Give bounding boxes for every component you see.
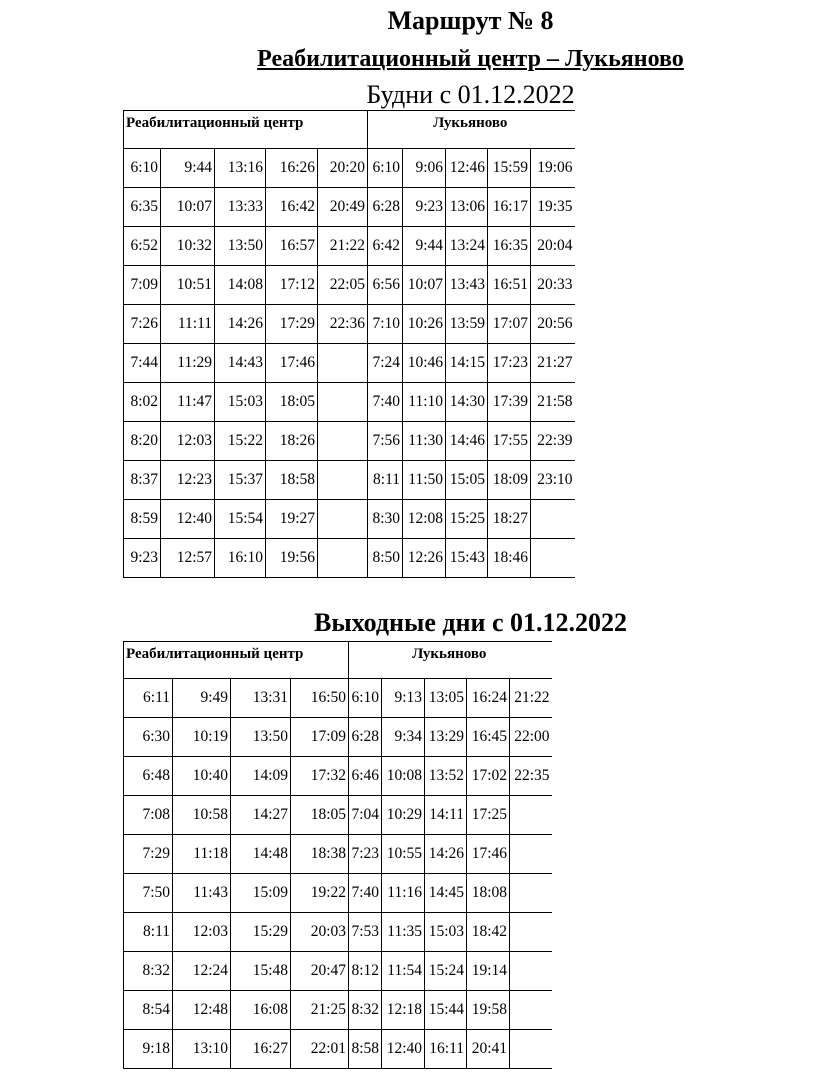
weekend-row [124, 913, 552, 952]
weekday-time-cell: 17:23 [488, 344, 531, 383]
weekend-time-cell: 7:23 [349, 835, 382, 874]
weekend-time-cell: 16:24 [467, 679, 510, 718]
weekend-time-cell: 16:27 [231, 1030, 291, 1069]
weekend-time-cell: 6:46 [349, 757, 382, 796]
weekend-time-cell: 19:22 [291, 874, 349, 913]
route-name-title: Реабилитационный центр – Лукьяново [257, 46, 684, 72]
weekday-time-cell: 18:46 [488, 539, 531, 578]
weekday-time-cell: 7:09 [124, 266, 161, 305]
weekend-time-cell: 12:18 [382, 991, 425, 1030]
weekday-time-cell: 10:51 [161, 266, 215, 305]
weekend-row [124, 757, 552, 796]
weekday-time-cell: 9:06 [403, 149, 446, 188]
weekday-time-cell: 18:05 [266, 383, 318, 422]
weekday-time-cell: 14:08 [215, 266, 266, 305]
weekday-time-cell: 11:11 [161, 305, 215, 344]
weekday-time-cell: 13:33 [215, 188, 266, 227]
weekday-time-cell: 7:26 [124, 305, 161, 344]
weekday-time-cell: 16:51 [488, 266, 531, 305]
weekday-time-cell [531, 539, 575, 578]
weekday-time-cell: 14:46 [446, 422, 488, 461]
weekday-time-cell: 8:37 [124, 461, 161, 500]
weekend-time-cell: 11:43 [173, 874, 231, 913]
weekday-time-cell: 6:10 [124, 149, 161, 188]
weekend-time-cell: 7:40 [349, 874, 382, 913]
weekend-time-cell: 7:50 [124, 874, 173, 913]
weekend-time-cell: 6:11 [124, 679, 173, 718]
weekend-time-cell: 17:09 [291, 718, 349, 757]
weekday-time-cell: 17:07 [488, 305, 531, 344]
weekend-time-cell: 17:46 [467, 835, 510, 874]
weekday-row [124, 383, 575, 422]
weekday-time-cell: 18:26 [266, 422, 318, 461]
weekend-time-cell: 16:11 [425, 1030, 467, 1069]
weekday-time-cell: 18:09 [488, 461, 531, 500]
weekend-time-cell: 11:16 [382, 874, 425, 913]
weekday-time-cell: 7:40 [368, 383, 403, 422]
weekday-time-cell [531, 500, 575, 539]
weekend-time-cell [510, 835, 552, 874]
weekday-time-cell: 9:23 [403, 188, 446, 227]
weekend-time-cell: 13:31 [231, 679, 291, 718]
weekend-time-cell: 18:38 [291, 835, 349, 874]
weekday-row [124, 149, 575, 188]
weekend-time-cell: 13:05 [425, 679, 467, 718]
weekend-time-cell: 13:52 [425, 757, 467, 796]
weekday-time-cell: 20:33 [531, 266, 575, 305]
weekend-stop-a-header: Реабилитационный центр [124, 642, 349, 679]
weekday-time-cell: 8:20 [124, 422, 161, 461]
weekend-time-cell: 12:40 [382, 1030, 425, 1069]
weekday-time-cell: 20:20 [318, 149, 368, 188]
weekend-time-cell: 13:29 [425, 718, 467, 757]
weekend-time-cell: 10:55 [382, 835, 425, 874]
weekday-time-cell: 13:16 [215, 149, 266, 188]
weekend-time-cell: 22:00 [510, 718, 552, 757]
weekday-row [124, 266, 575, 305]
weekend-time-cell: 12:24 [173, 952, 231, 991]
weekend-time-cell: 9:18 [124, 1030, 173, 1069]
weekday-time-cell: 16:10 [215, 539, 266, 578]
weekday-time-cell: 14:26 [215, 305, 266, 344]
weekend-time-cell [510, 796, 552, 835]
weekend-time-cell: 6:28 [349, 718, 382, 757]
weekend-time-cell: 20:41 [467, 1030, 510, 1069]
weekday-stop-a-header: Реабилитационный центр [124, 111, 368, 149]
weekday-time-cell: 11:29 [161, 344, 215, 383]
weekend-time-cell [510, 874, 552, 913]
weekday-time-cell: 15:03 [215, 383, 266, 422]
weekend-time-cell: 17:02 [467, 757, 510, 796]
weekend-time-cell: 16:08 [231, 991, 291, 1030]
weekday-stop-b-header: Лукьяново [368, 111, 575, 149]
weekday-time-cell: 12:03 [161, 422, 215, 461]
weekend-time-cell: 14:11 [425, 796, 467, 835]
weekday-time-cell: 23:10 [531, 461, 575, 500]
weekday-time-cell: 10:07 [161, 188, 215, 227]
weekday-time-cell: 18:58 [266, 461, 318, 500]
weekday-time-cell: 7:24 [368, 344, 403, 383]
weekday-time-cell: 8:11 [368, 461, 403, 500]
weekday-time-cell: 7:10 [368, 305, 403, 344]
weekend-time-cell: 14:27 [231, 796, 291, 835]
weekday-time-cell: 11:50 [403, 461, 446, 500]
weekday-time-cell: 19:35 [531, 188, 575, 227]
weekday-time-cell: 16:17 [488, 188, 531, 227]
weekend-time-cell: 20:03 [291, 913, 349, 952]
weekday-time-cell: 18:27 [488, 500, 531, 539]
weekday-time-cell: 12:57 [161, 539, 215, 578]
weekday-time-cell: 21:58 [531, 383, 575, 422]
weekday-time-cell: 19:56 [266, 539, 318, 578]
weekend-time-cell: 19:58 [467, 991, 510, 1030]
weekend-time-cell: 10:08 [382, 757, 425, 796]
weekend-time-cell: 22:01 [291, 1030, 349, 1069]
weekend-time-cell [510, 1030, 552, 1069]
weekday-time-cell: 21:22 [318, 227, 368, 266]
weekend-row [124, 991, 552, 1030]
weekend-time-cell: 10:40 [173, 757, 231, 796]
weekend-time-cell: 9:49 [173, 679, 231, 718]
weekday-time-cell: 22:36 [318, 305, 368, 344]
weekend-time-cell: 8:58 [349, 1030, 382, 1069]
weekday-time-cell: 13:06 [446, 188, 488, 227]
weekday-time-cell: 15:59 [488, 149, 531, 188]
weekday-time-cell: 13:24 [446, 227, 488, 266]
weekend-time-cell: 17:25 [467, 796, 510, 835]
weekday-time-cell: 19:27 [266, 500, 318, 539]
weekday-time-cell: 12:08 [403, 500, 446, 539]
weekday-row [124, 422, 575, 461]
weekday-time-cell: 15:43 [446, 539, 488, 578]
weekend-time-cell: 15:03 [425, 913, 467, 952]
weekday-row [124, 500, 575, 539]
weekday-time-cell [318, 461, 368, 500]
weekday-time-cell: 10:46 [403, 344, 446, 383]
weekend-time-cell: 19:14 [467, 952, 510, 991]
weekday-time-cell: 10:32 [161, 227, 215, 266]
weekday-time-cell [318, 500, 368, 539]
weekday-row [124, 305, 575, 344]
weekday-time-cell: 17:46 [266, 344, 318, 383]
weekend-time-cell: 15:44 [425, 991, 467, 1030]
weekday-time-cell: 16:42 [266, 188, 318, 227]
weekend-time-cell: 15:09 [231, 874, 291, 913]
weekday-time-cell: 22:39 [531, 422, 575, 461]
weekday-time-cell: 21:27 [531, 344, 575, 383]
weekend-time-cell: 15:24 [425, 952, 467, 991]
weekend-time-cell [510, 952, 552, 991]
weekend-time-cell: 8:54 [124, 991, 173, 1030]
weekday-time-cell: 16:57 [266, 227, 318, 266]
weekend-time-cell: 10:58 [173, 796, 231, 835]
weekend-time-cell: 6:10 [349, 679, 382, 718]
weekend-time-cell: 17:32 [291, 757, 349, 796]
weekday-time-cell: 22:05 [318, 266, 368, 305]
weekend-time-cell [510, 913, 552, 952]
weekend-stop-b-header: Лукьяново [349, 642, 552, 679]
weekend-time-cell: 21:25 [291, 991, 349, 1030]
weekend-row [124, 1030, 552, 1069]
weekend-time-cell: 13:10 [173, 1030, 231, 1069]
weekday-time-cell: 15:37 [215, 461, 266, 500]
weekday-time-cell: 9:23 [124, 539, 161, 578]
weekday-time-cell: 15:22 [215, 422, 266, 461]
weekend-time-cell: 7:53 [349, 913, 382, 952]
weekday-time-cell: 17:55 [488, 422, 531, 461]
weekday-row [124, 461, 575, 500]
weekday-time-cell: 16:35 [488, 227, 531, 266]
weekday-time-cell: 6:42 [368, 227, 403, 266]
weekend-time-cell: 8:12 [349, 952, 382, 991]
weekend-row [124, 952, 552, 991]
weekend-time-cell: 14:48 [231, 835, 291, 874]
weekday-time-cell [318, 539, 368, 578]
weekend-time-cell: 18:08 [467, 874, 510, 913]
weekend-time-cell: 10:19 [173, 718, 231, 757]
weekday-time-cell: 19:06 [531, 149, 575, 188]
weekend-time-cell: 7:04 [349, 796, 382, 835]
weekday-time-cell: 7:56 [368, 422, 403, 461]
weekend-row [124, 874, 552, 913]
weekend-time-cell: 10:29 [382, 796, 425, 835]
weekday-time-cell: 13:43 [446, 266, 488, 305]
weekend-time-cell [510, 991, 552, 1030]
route-number-title: Маршрут № 8 [387, 6, 554, 35]
weekday-time-cell: 6:28 [368, 188, 403, 227]
weekday-time-cell [318, 422, 368, 461]
weekend-time-cell: 8:11 [124, 913, 173, 952]
weekday-time-cell: 8:59 [124, 500, 161, 539]
weekend-time-cell: 20:47 [291, 952, 349, 991]
weekday-timetable [123, 110, 575, 578]
weekend-time-cell: 16:45 [467, 718, 510, 757]
weekday-time-cell: 8:50 [368, 539, 403, 578]
weekday-time-cell: 10:07 [403, 266, 446, 305]
weekday-time-cell: 15:25 [446, 500, 488, 539]
weekend-timetable [123, 641, 552, 1069]
weekday-time-cell: 12:46 [446, 149, 488, 188]
weekday-row [124, 227, 575, 266]
weekend-time-cell: 12:03 [173, 913, 231, 952]
weekday-row [124, 188, 575, 227]
weekday-time-cell: 11:30 [403, 422, 446, 461]
weekday-time-cell: 20:04 [531, 227, 575, 266]
weekday-time-cell: 17:39 [488, 383, 531, 422]
weekend-time-cell: 22:35 [510, 757, 552, 796]
weekend-time-cell: 9:13 [382, 679, 425, 718]
weekend-time-cell: 12:48 [173, 991, 231, 1030]
weekday-time-cell: 9:44 [161, 149, 215, 188]
weekday-time-cell [318, 344, 368, 383]
weekday-time-cell: 12:40 [161, 500, 215, 539]
weekend-time-cell: 18:05 [291, 796, 349, 835]
weekday-time-cell: 17:29 [266, 305, 318, 344]
weekday-time-cell: 6:56 [368, 266, 403, 305]
weekday-time-cell: 8:02 [124, 383, 161, 422]
weekend-time-cell: 11:35 [382, 913, 425, 952]
weekend-time-cell: 16:50 [291, 679, 349, 718]
weekday-row [124, 344, 575, 383]
weekday-time-cell: 20:49 [318, 188, 368, 227]
weekend-row [124, 835, 552, 874]
weekday-time-cell: 20:56 [531, 305, 575, 344]
weekend-row [124, 679, 552, 718]
weekend-time-cell: 9:34 [382, 718, 425, 757]
weekend-time-cell: 7:08 [124, 796, 173, 835]
weekday-time-cell: 14:43 [215, 344, 266, 383]
weekday-time-cell: 13:50 [215, 227, 266, 266]
weekday-time-cell: 14:30 [446, 383, 488, 422]
weekday-time-cell: 15:54 [215, 500, 266, 539]
weekday-time-cell: 17:12 [266, 266, 318, 305]
weekday-time-cell: 9:44 [403, 227, 446, 266]
weekend-time-cell: 15:48 [231, 952, 291, 991]
weekend-time-cell: 11:54 [382, 952, 425, 991]
weekday-time-cell: 10:26 [403, 305, 446, 344]
weekend-time-cell: 13:50 [231, 718, 291, 757]
weekend-row [124, 796, 552, 835]
weekday-time-cell: 16:26 [266, 149, 318, 188]
weekend-time-cell: 7:29 [124, 835, 173, 874]
weekend-time-cell: 15:29 [231, 913, 291, 952]
weekday-time-cell: 14:15 [446, 344, 488, 383]
weekend-time-cell: 11:18 [173, 835, 231, 874]
weekend-row [124, 718, 552, 757]
weekend-time-cell: 21:22 [510, 679, 552, 718]
weekday-time-cell: 7:44 [124, 344, 161, 383]
weekend-time-cell: 14:45 [425, 874, 467, 913]
weekday-time-cell: 11:47 [161, 383, 215, 422]
weekday-time-cell: 12:26 [403, 539, 446, 578]
weekday-time-cell: 12:23 [161, 461, 215, 500]
weekend-time-cell: 6:30 [124, 718, 173, 757]
weekday-time-cell [318, 383, 368, 422]
weekday-schedule-label: Будни с 01.12.2022 [366, 80, 575, 109]
weekend-time-cell: 8:32 [124, 952, 173, 991]
weekday-time-cell: 8:30 [368, 500, 403, 539]
weekday-time-cell: 6:35 [124, 188, 161, 227]
weekday-time-cell: 6:10 [368, 149, 403, 188]
weekend-time-cell: 8:32 [349, 991, 382, 1030]
weekday-time-cell: 11:10 [403, 383, 446, 422]
weekday-time-cell: 15:05 [446, 461, 488, 500]
weekend-schedule-label: Выходные дни с 01.12.2022 [313, 608, 628, 637]
weekday-row [124, 539, 575, 578]
weekend-time-cell: 14:26 [425, 835, 467, 874]
weekend-time-cell: 18:42 [467, 913, 510, 952]
weekday-time-cell: 6:52 [124, 227, 161, 266]
weekday-time-cell: 13:59 [446, 305, 488, 344]
weekend-time-cell: 6:48 [124, 757, 173, 796]
weekend-time-cell: 14:09 [231, 757, 291, 796]
